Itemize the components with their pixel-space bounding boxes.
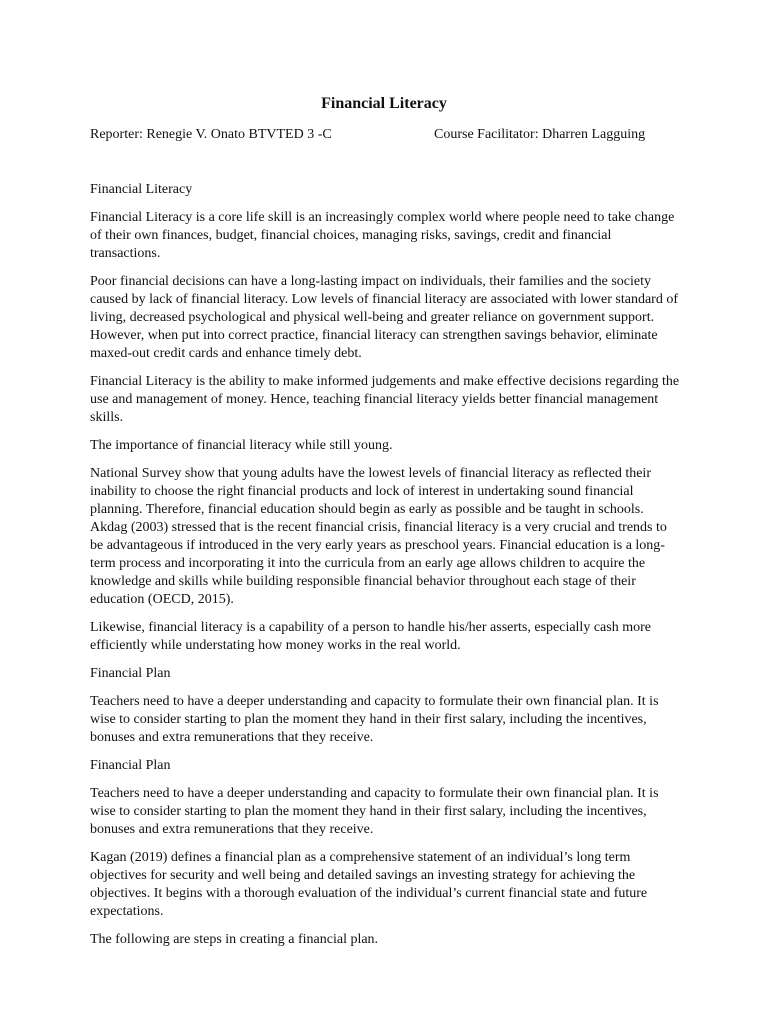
document-title: Financial Literacy [321, 95, 447, 112]
reporter-line: Reporter: Renegie V. Onato BTVTED 3 -C [90, 127, 332, 142]
paragraph-steps-intro: The following are steps in creating a financial plan. [90, 932, 379, 947]
paragraph-likewise: Likewise, financial literacy is a capability of a person to handle his/her asserts, especially cash more efficiently while understating how money works in the real world. [90, 620, 651, 653]
document-body [90, 181, 680, 959]
paragraph-kagan: Kagan (2019) defines a financial plan as a comprehensive statement of an individual’s long term objectives for security and well being and detailed savings an investing strategy for achieving the objectives. It begins with a thorough evaluation of the individual’s current financial state and future expectations. [90, 850, 648, 919]
paragraph-teachers: Teachers need to have a deeper understanding and capacity to formulate their own financial plan. It is wise to consider starting to plan the moment they hand in their first salary, including the incentives, bonuses and extra remunerations that they receive. [90, 694, 659, 745]
paragraph-national-survey: National Survey show that young adults have the lowest levels of financial literacy as reflected their inability to choose the right financial products and lock of interest in undertaking sound financial planning. Therefore, financial education should begin as early as possible and be taught in schools. Akdag (2003) stressed that is the recent financial crisis, financial literacy is a very crucial and trends to be advantageous if introduced in the very early years as preschool years. Financial education is a long-term process and incorporating it into the curricula from an early age allows children to acquire the knowledge and skills while building responsible financial behavior throughout each stage of their education (OECD, 2015). [90, 466, 667, 607]
facilitator-line: Course Facilitator: Dharren Lagguing [434, 127, 646, 142]
paragraph-teachers-repeat: Teachers need to have a deeper understanding and capacity to formulate their own financial plan. It is wise to consider starting to plan the moment they hand in their first salary, including the incentives, bonuses and extra remunerations that they receive. [90, 786, 659, 837]
paragraph-definition: Financial Literacy is a core life skill is an increasingly complex world where people need to take change of their own finances, budget, financial choices, managing risks, savings, credit and financial transactions. [90, 210, 675, 261]
section-heading-financial-literacy: Financial Literacy [90, 182, 193, 197]
section-heading-financial-plan-repeat: Financial Plan [90, 758, 171, 773]
paragraph-poor-decisions: Poor financial decisions can have a long-lasting impact on individuals, their families and the society caused by lack of financial literacy. Low levels of financial literacy are associated with lower standard of living, decreased psychological and physical well-being and greater reliance on government support. However, when put into correct practice, financial literacy can strengthen savings behavior, eliminate maxed-out credit cards and enhance timely debt. [90, 274, 679, 361]
section-heading-importance: The importance of financial literacy while still young. [90, 438, 393, 453]
paragraph-ability: Financial Literacy is the ability to make informed judgements and make effective decisions regarding the use and management of money. Hence, teaching financial literacy yields better financial management skills. [90, 374, 680, 425]
section-heading-financial-plan: Financial Plan [90, 666, 171, 681]
